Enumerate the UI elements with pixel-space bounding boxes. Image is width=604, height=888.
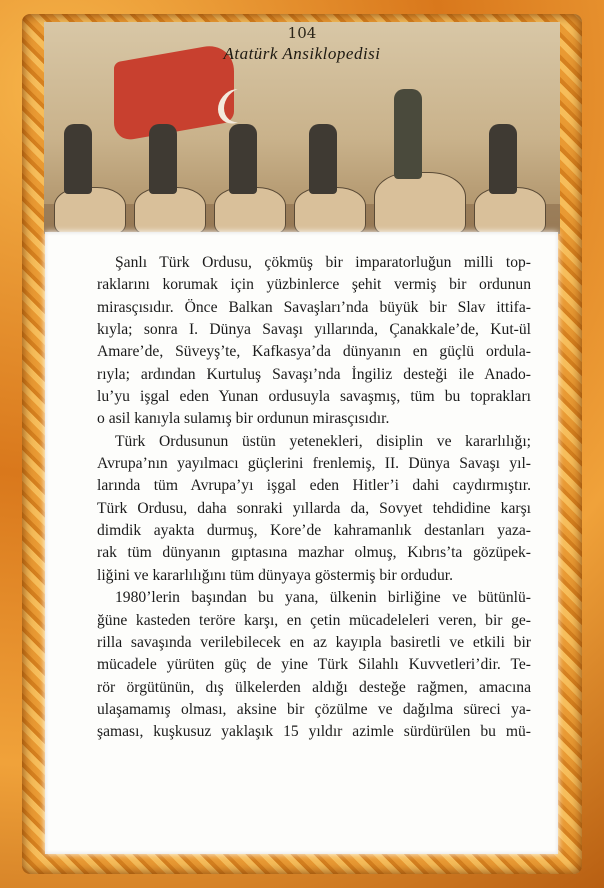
- text-line: ulaşamamış olması, aksine bir çözülme ve dağılma süreci ya-: [97, 700, 531, 718]
- paragraph: [97, 252, 531, 431]
- text-line: rör örgütünün, dış ülkelerden aldığı desteğe rağmen, amacına: [97, 678, 531, 696]
- paragraph: [97, 431, 531, 587]
- paragraph: [97, 587, 531, 743]
- text-line: kıyla; sonra I. Dünya Savaşı yıllarında, Çanakkale’de, Kut-ül: [97, 321, 531, 339]
- text-line: dimdik ayakta durmuş, Kore’de kahramanlık destanları yaza-: [97, 522, 531, 540]
- text-line: rıyla; ardından Kurtuluş Savaşı’nda İngiliz desteği ile Anado-: [97, 365, 531, 383]
- text-line: larında tüm Avrupa’yı işgal eden Hitler’i dahi caydırmıştır.: [97, 477, 531, 495]
- text-line: raklarını korumak için yüzbinlerce şehit vermiş bir ordunun: [97, 276, 531, 294]
- text-line: mirasçısıdır. Önce Balkan Savaşları’nda büyük bir Slav ittifa-: [97, 298, 531, 316]
- body-text: [97, 252, 531, 744]
- text-line: rak tüm dünyanın gıptasına mazhar olmuş, Kıbrıs’ta gözüpek-: [97, 544, 531, 562]
- text-line: ğüne kasteden teröre karşı, en çetin mücadeleleri veren, bir ge-: [97, 611, 531, 629]
- page-number: 104: [287, 24, 317, 42]
- text-line: şaması, kuşkusuz yaklaşık 15 yıldır azimle sürdürülen bu mü-: [97, 723, 531, 741]
- series-title: Atatürk Ansiklopedisi: [223, 44, 381, 63]
- text-line: mücadele yürüten güç de yine Türk Silahlı Kuvvetleri’dir. Te-: [97, 656, 531, 674]
- text-line: lu’yu işgal eden Yunan ordusuyla savaşmış, tüm bu toprakları: [97, 388, 531, 406]
- text-line: o asil kanıyla sulamış bir ordunun mirasçısıdır.: [97, 410, 390, 428]
- text-line: Türk Ordusunun üstün yetenekleri, disiplin ve kararlılığı;: [115, 432, 531, 450]
- text-line: rilla savaşında verilebilecek en az kayıpla basiretli ve etkili bir: [97, 633, 531, 651]
- text-line: liğini ve kararlılığını tüm dünyaya göstermiş bir ordudur.: [97, 566, 453, 584]
- text-line: 1980’lerin başından bu yana, ülkenin birliğine ve bütünlü-: [115, 589, 531, 607]
- text-line: Amare’de, Süveyş’te, Kafkasya’da dünyanın en güçlü ordula-: [97, 343, 531, 361]
- text-line: Şanlı Türk Ordusu, çökmüş bir imparatorluğun milli top-: [115, 254, 531, 271]
- text-line: Avrupa’nın yayılmacı güçlerini frenlemiş, II. Dünya Savaşı yıl-: [97, 455, 531, 473]
- text-line: Türk Ordusu, daha sonraki yıllarda da, Sovyet tehdidine karşı: [97, 499, 531, 517]
